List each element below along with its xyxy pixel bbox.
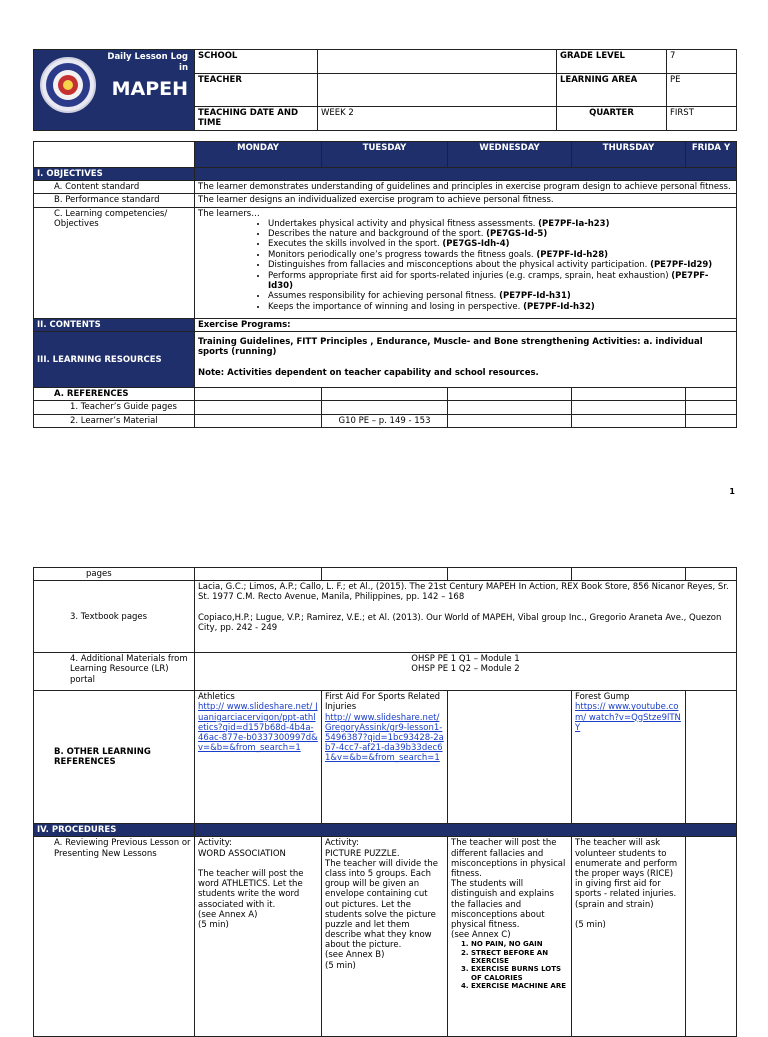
learners-material-label: 2. Learner’s Material	[34, 414, 195, 427]
contents-text: Exercise Programs:	[195, 318, 737, 331]
deped-seal-logo	[40, 57, 96, 113]
first-aid-link[interactable]: http:// www.slideshare.net/ GregoryAssink/gr9-lesson1-5496387?qid=1bc93428-2ab7-4cc7-af21-da39b33dec61&v=&b=&from_search=1	[325, 712, 444, 764]
textbook-ref-1: Lacia, G.C.; Limos, A.P.; Callo, L. F.; et Al., (2015). The 21st Century MAPEH In Action, REX Book Store, 856 Nicanor Reyes, Sr. St. 1977 C.M. Recto Avenue, Manila, Philippines, pp. 142 – 168	[198, 582, 729, 603]
procedure-a-label: A. Reviewing Previous Lesson or Presenting New Lessons	[34, 837, 195, 1037]
other-references-label: B. OTHER LEARNING REFERENCES	[34, 691, 195, 824]
seal-icon	[42, 59, 94, 111]
resources-cell	[195, 332, 737, 388]
competency-item: • Undertakes physical activity and physical fitness assessments. (PE7PF-Ia-h23)	[268, 219, 733, 229]
references-heading: A. REFERENCES	[34, 388, 195, 401]
page-number: 1	[729, 487, 735, 496]
fallacy-item: 3. EXERCISE BURNS LOTS OF CALORIES	[471, 965, 568, 982]
fallacies-list	[451, 940, 568, 990]
procedure-wednesday	[448, 837, 572, 1037]
date-label: TEACHING DATE AND TIME	[195, 107, 318, 131]
contents-heading: II. CONTENTS	[34, 318, 195, 331]
resources-note: Note: Activities dependent on teacher capability and school resources.	[198, 367, 539, 378]
other-ref-tuesday	[322, 691, 448, 824]
procedures-heading: IV. PROCEDURES	[34, 824, 195, 837]
day-thursday: THURSDAY	[572, 142, 686, 168]
competencies-intro: The learners…	[198, 208, 260, 219]
competency-item: • Monitors periodically one’s progress towards the fitness goals. (PE7PF-Id-h28)	[268, 250, 733, 260]
competency-item: • Distinguishes from fallacies and misconceptions about the physical activity participation. (PE7PF-Id29)	[268, 260, 733, 270]
resources-heading: III. LEARNING RESOURCES	[34, 332, 195, 388]
lesson-table-page1	[33, 141, 737, 428]
teacher-value	[318, 74, 557, 107]
resources-text: Training Guidelines, FITT Principles , Endurance, Muscle- and Bone strengthening Activities: a. individual sports (running)	[198, 337, 703, 358]
grade-label: GRADE LEVEL	[557, 50, 667, 74]
procedure-tuesday: Activity: PICTURE PUZZLE. The teacher will divide the class into 5 groups. Each group will be given an envelope containing cut out pictures. Let the students solve the picture puzzle and let them describe what they know about the picture. (see Annex B) (5 min)	[322, 837, 448, 1037]
pages-label: pages	[34, 568, 195, 581]
school-label: SCHOOL	[195, 50, 318, 74]
teacher-label: TEACHER	[195, 74, 318, 107]
school-value	[318, 50, 557, 74]
additional-materials-cell	[195, 653, 737, 691]
fallacy-item: 1. NO PAIN, NO GAIN	[471, 940, 568, 948]
fallacy-item: 4. EXERCISE MACHINE ARE	[471, 982, 568, 990]
additional-material-2: OHSP PE 1 Q2 – Module 2	[411, 664, 520, 675]
competencies-label: C. Learning competencies/ Objectives	[34, 207, 195, 318]
textbook-label: 3. Textbook pages	[34, 581, 195, 653]
competency-item: • Describes the nature and background of the sport. (PE7GS-Id-5)	[268, 229, 733, 239]
dll-title-in: in	[179, 63, 188, 74]
learners-material-value: G10 PE – p. 149 - 153	[322, 414, 448, 427]
textbook-ref-2: Copiaco,H.P.; Lugue, V.P.; Ramirez, V.E.; et Al. (2013). Our World of MAPEH, Vibal group Inc., Gregorio Araneta Ave., Quezon City, pp. 242 - 249	[198, 612, 722, 633]
day-monday: MONDAY	[195, 142, 322, 168]
lesson-table-page2	[33, 567, 737, 1037]
other-ref-monday-title: Athletics	[198, 692, 235, 703]
performance-standard-text: The learner designs an individualized exercise program to achieve personal fitness.	[195, 194, 737, 207]
other-ref-monday	[195, 691, 322, 824]
other-ref-thursday	[572, 691, 686, 824]
additional-materials-label: 4. Additional Materials from Learning Resource (LR) portal	[34, 653, 195, 691]
grade-value: 7	[667, 50, 737, 74]
forest-gump-link[interactable]: https:// www.youtube.com/ watch?v=QgStze9lTNY	[575, 702, 681, 733]
content-standard-label: A. Content standard	[34, 181, 195, 194]
objectives-heading: I. OBJECTIVES	[34, 168, 195, 181]
day-friday: FRIDA Y	[686, 142, 737, 168]
fallacy-item: 2. STRECT BEFORE AN EXERCISE	[471, 949, 568, 966]
content-standard-text: The learner demonstrates understanding of guidelines and principles in exercise program design to achieve personal fitness.	[195, 181, 737, 194]
procedure-thursday: The teacher will ask volunteer students to enumerate and perform the proper ways (RICE) in giving first aid for sports - related injuries. (sprain and strain) (5 min)	[572, 837, 686, 1037]
header-logo-cell	[34, 50, 195, 131]
quarter-value: FIRST	[667, 107, 737, 131]
header-table	[33, 49, 737, 131]
competencies-list	[198, 219, 733, 312]
area-label: LEARNING AREA	[557, 74, 667, 107]
performance-standard-label: B. Performance standard	[34, 194, 195, 207]
day-tuesday: TUESDAY	[322, 142, 448, 168]
other-ref-tuesday-title: First Aid For Sports Related Injuries	[325, 692, 441, 713]
procedure-wednesday-text: The teacher will post the different fallacies and misconceptions in physical fitness. The students will distinguish and explains the fallacies and misconceptions about physical fitness. (see Annex C)	[451, 838, 566, 941]
other-ref-thursday-title: Forest Gump	[575, 692, 630, 703]
competency-item: • Performs appropriate first aid for sports-related injuries (e.g. cramps, sprain, heat exhaustion) (PE7PF-Id30)	[268, 271, 733, 292]
athletics-link[interactable]: http:// www.slideshare.net/ Juanigarciacervigon/ppt-athletics?qid=d157b68d-4b4a-46ac-877e-b0337300997d&v=&b=&from_search=1	[198, 702, 318, 754]
date-value: WEEK 2	[318, 107, 557, 131]
quarter-label: QUARTER	[557, 107, 667, 131]
teachers-guide-label: 1. Teacher’s Guide pages	[34, 401, 195, 414]
subject-title: MAPEH	[111, 78, 188, 100]
area-value: PE	[667, 74, 737, 107]
competency-item: • Assumes responsibility for achieving personal fitness. (PE7PF-Id-h31)	[268, 291, 733, 301]
dll-title: Daily Lesson Log	[107, 52, 188, 62]
day-wednesday: WEDNESDAY	[448, 142, 572, 168]
additional-material-1: OHSP PE 1 Q1 – Module 1	[411, 654, 520, 665]
competencies-cell	[195, 207, 737, 318]
competency-item: • Keeps the importance of winning and losing in perspective. (PE7PF-Id-h32)	[268, 302, 733, 312]
competency-item: • Executes the skills involved in the sport. (PE7GS-Idh-4)	[268, 239, 733, 249]
procedure-monday: Activity: WORD ASSOCIATION The teacher will post the word ATHLETICS. Let the students write the word associated with it. (see Annex A) (5 min)	[195, 837, 322, 1037]
textbook-cell	[195, 581, 737, 653]
